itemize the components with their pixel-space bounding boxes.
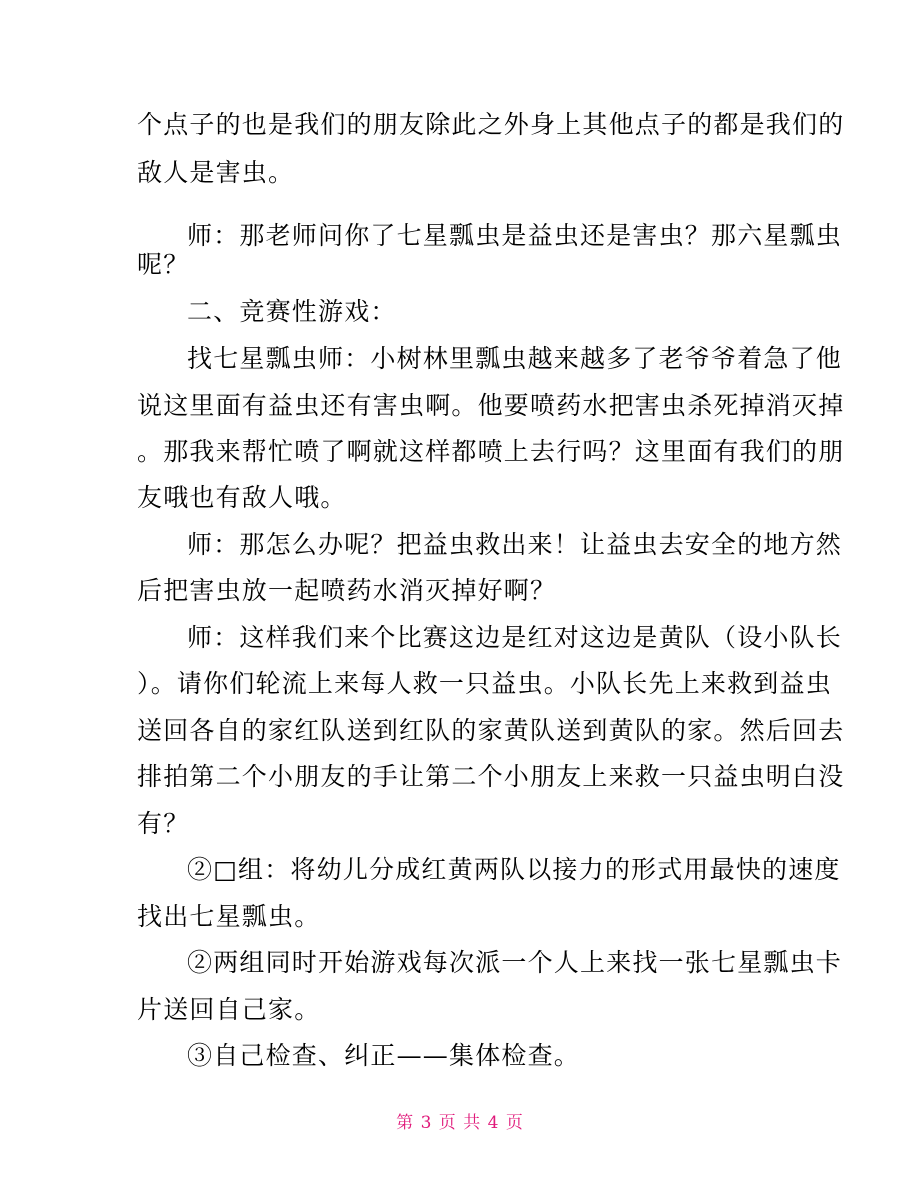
section-heading: 二、竞赛性游戏：: [187, 297, 397, 326]
text-line: 师：这样我们来个比赛这边是红对这边是黄队（设小队长: [187, 623, 843, 652]
text-line: ）。请你们轮流上来每人救一只益虫。小队长先上来救到益虫: [137, 669, 832, 698]
text-line: 后把害虫放一起喷药水消灭掉好啊？: [137, 576, 557, 605]
text-line: 有？: [137, 809, 190, 838]
text-line: 片送回自己家。: [137, 995, 321, 1024]
page-number-footer: 第 3 页 共 4 页: [396, 1113, 524, 1133]
text-line: 排拍第二个小朋友的手让第二个小朋友上来救一只益虫明白没: [137, 762, 845, 791]
text-line: ②两组同时开始游戏每次派一个人上来找一张七星瓢虫卡: [187, 948, 843, 977]
text-line: ③自己检查、纠正——集体检查。: [187, 1041, 581, 1070]
text-line: 找七星瓢虫师：小树林里瓢虫越来越多了老爷爷着急了他: [187, 344, 843, 373]
text-line: 师：那怎么办呢？把益虫救出来！让益虫去安全的地方然: [187, 530, 843, 559]
text-line: 敌人是害虫。: [137, 158, 295, 187]
text-line: 友哦也有敌人哦。: [137, 483, 347, 512]
text-line: 呢？: [137, 250, 190, 279]
text-line: ②□组：将幼儿分成红黄两队以接力的形式用最快的速度: [187, 855, 841, 884]
text-line: 说这里面有益虫还有害虫啊。他要喷药水把害虫杀死掉消灭掉: [137, 391, 845, 420]
text-line: 个点子的也是我们的朋友除此之外身上其他点子的都是我们的: [137, 110, 845, 139]
text-line: 找出七星瓢虫。: [137, 902, 321, 931]
text-line: 师：那老师问你了七星瓢虫是益虫还是害虫？那六星瓢虫: [187, 221, 843, 250]
text-line: 。那我来帮忙喷了啊就这样都喷上去行吗？这里面有我们的朋: [137, 437, 845, 466]
text-line: 送回各自的家红队送到红队的家黄队送到黄队的家。然后回去: [137, 716, 845, 745]
